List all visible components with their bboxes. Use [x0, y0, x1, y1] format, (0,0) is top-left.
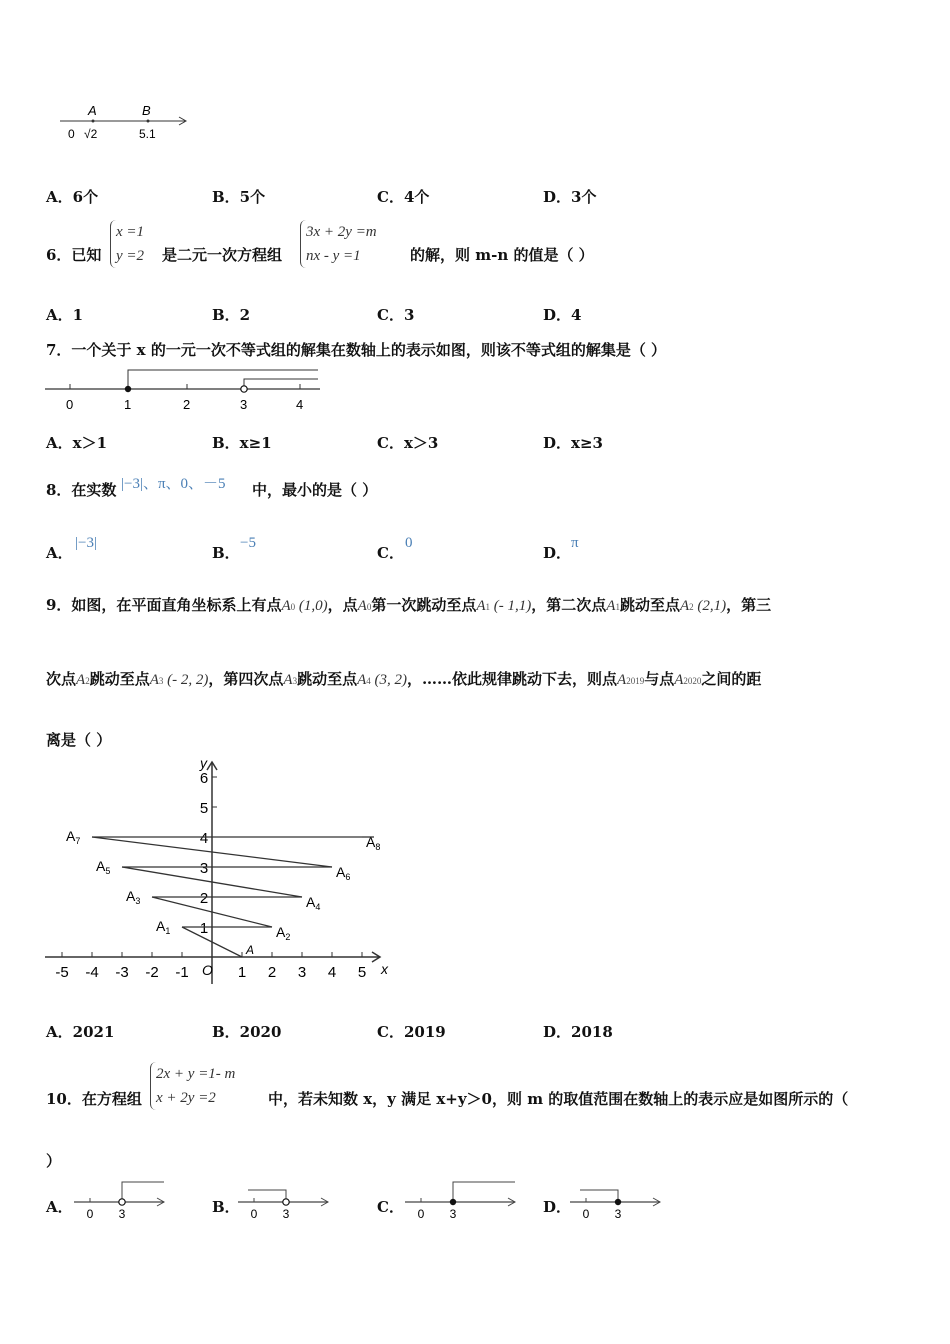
q9-a2-coord: (2,1) — [697, 598, 727, 614]
q5-label-a: A — [88, 103, 97, 118]
q10-option-a-line — [72, 1178, 172, 1223]
q8-option-c-label: C． — [377, 544, 404, 562]
q10-tick-label: 0 — [250, 1207, 258, 1221]
q10-option-b-line — [236, 1178, 336, 1223]
q9-line1-b: ，点 — [327, 596, 358, 614]
q10-suffix: 中，若未知数 x，y 满足 x+y＞0，则 m 的取值范围在数轴上的表示应是如图所示的（ — [268, 1090, 849, 1108]
q9-line1-a: 9．如图，在平面直角坐标系上有点 — [46, 596, 282, 614]
q7-tick-4: 4 — [296, 397, 304, 412]
q8-prefix: 8．在实数 — [46, 481, 117, 499]
q9-point-label: $A_5$ — [96, 858, 111, 876]
q9-point-label: $A_7$ — [66, 828, 81, 846]
q9-point-a3: A3 (- 2, 2) — [149, 672, 209, 688]
q6-option-d: D．4 — [543, 306, 582, 324]
q6-sys1-line1: x =1 — [116, 224, 145, 240]
q9-option-b: B．2020 — [212, 1023, 282, 1041]
q9-point-a2: A2 (2,1) — [679, 598, 727, 614]
q6-option-b: B．2 — [212, 306, 251, 324]
q5-number-line — [55, 100, 195, 145]
q5-option-d: D．3个 — [543, 188, 597, 206]
q6-prefix: 6．已知 — [46, 246, 102, 264]
q9-point-a2019: A2019 — [617, 672, 645, 688]
q6-system-solution — [110, 220, 144, 268]
q9-y-tick-label: 3 — [199, 860, 209, 877]
q9-x-tick-label: 5 — [357, 964, 367, 981]
q9-a4-coord: (3, 2) — [374, 672, 407, 688]
q10-open-dot — [283, 1199, 289, 1205]
q10-option-d-line — [568, 1178, 668, 1223]
q8-option-a-value: |−3| — [75, 535, 97, 551]
q9-point-a2020: A2020 — [674, 672, 702, 688]
q9-point-a2b: A2 — [76, 672, 90, 688]
q10-range-bracket — [453, 1182, 515, 1202]
q7-option-b: B．x≥1 — [212, 434, 272, 452]
q5-tick-51: 5.1 — [139, 127, 156, 141]
q9-point-a1: A1 (- 1,1) — [476, 598, 532, 614]
q7-number-line — [40, 365, 330, 415]
q7-tick-0: 0 — [66, 397, 74, 412]
q8-option-c-value: 0 — [405, 535, 413, 551]
q9-x-tick-label: 2 — [267, 964, 277, 981]
q10-option-c-label: C． — [377, 1198, 404, 1216]
q9-point-label: A — [246, 943, 255, 957]
q9-point-label: $A_6$ — [336, 864, 351, 882]
q9-point-label: $A_1$ — [156, 918, 171, 936]
q10-tick-label: 3 — [282, 1207, 290, 1221]
q10-tick-label: 3 — [118, 1207, 126, 1221]
q7-option-d: D．x≥3 — [543, 434, 603, 452]
q10-tick-label: 3 — [614, 1207, 622, 1221]
q6-system-equations — [300, 220, 377, 268]
q9-line1-e: 跳动至点 — [619, 596, 680, 614]
q9-origin-label: O — [202, 962, 213, 978]
q6-option-c: C．3 — [377, 306, 415, 324]
q9-y-tick-label: 2 — [199, 890, 209, 907]
q9-point-a0b: A0 — [357, 598, 372, 614]
q10-option-b-label: B． — [212, 1198, 240, 1216]
q9-line2-e: ，……依此规律跳动下去，则点 — [407, 670, 618, 688]
q7-tick-1: 1 — [124, 397, 132, 412]
q9-point-label: $A_8$ — [366, 834, 381, 852]
q9-coordinate-figure — [40, 752, 400, 987]
q9-a1-coord: (- 1,1) — [493, 598, 532, 614]
q5-option-b: B．5个 — [212, 188, 266, 206]
q9-point-label: $A_4$ — [306, 894, 321, 912]
q9-x-tick-label: -4 — [85, 964, 99, 981]
q9-y-axis-label: y — [200, 755, 207, 771]
q6-suffix: 的解，则 m-n 的值是（ ） — [410, 246, 594, 264]
q9-line2-g: 之间的距 — [701, 670, 762, 688]
q10-range-bracket — [122, 1182, 164, 1202]
q10-solid-dot — [450, 1199, 456, 1205]
q5-tick-sqrt2: √2 — [84, 127, 98, 141]
q6-option-a: A．1 — [46, 306, 84, 324]
q9-line1-d: ，第二次点 — [531, 596, 607, 614]
q8-option-b-label: B． — [212, 544, 240, 562]
q6-sys1-line2: y =2 — [116, 248, 145, 264]
q9-line1-f: ，第三 — [726, 596, 772, 614]
q10-prefix: 10．在方程组 — [46, 1090, 142, 1108]
q10-sys-line1: 2x + y =1- m — [156, 1066, 236, 1082]
q6-sys2-line1: 3x + 2y =m — [306, 224, 377, 240]
q9-point-a0: A0 (1,0) — [281, 598, 328, 614]
q9-point-a4: A4 (3, 2) — [357, 672, 407, 688]
q9-option-c: C．2019 — [377, 1023, 446, 1041]
q9-line1 — [46, 594, 771, 615]
q9-point-a3b: A3 — [283, 672, 298, 688]
q9-line2-b: 跳动至点 — [89, 670, 150, 688]
q9-x-tick-label: -3 — [115, 964, 129, 981]
q10-system — [150, 1062, 235, 1110]
q9-x-tick-label: -5 — [55, 964, 69, 981]
q8-option-b-value: −5 — [240, 535, 256, 551]
q8-numbers: |−3|、π、0、－5 — [121, 476, 226, 492]
q5-tick-0: 0 — [68, 127, 75, 141]
q7-solid-dot — [125, 386, 131, 392]
q9-y-tick-label: 5 — [199, 800, 209, 817]
q8-option-d-value: π — [571, 535, 579, 551]
q8-option-a-label: A． — [46, 544, 73, 562]
q5-option-c: C．4个 — [377, 188, 430, 206]
q9-point-label: $A_2$ — [276, 924, 291, 942]
q9-y-tick-label: 4 — [199, 830, 209, 847]
q7-stem: 7．一个关于 x 的一元一次不等式组的解集在数轴上的表示如图，则该不等式组的解集是（ ） — [46, 341, 667, 359]
q9-x-tick-label: 1 — [237, 964, 247, 981]
q9-line1-c: 第一次跳动至点 — [371, 596, 477, 614]
q9-line2-d: 跳动至点 — [297, 670, 358, 688]
q9-line3: 离是（ ） — [46, 731, 112, 749]
q9-point-a1b: A1 — [606, 598, 620, 614]
q9-a3-coord: (- 2, 2) — [167, 672, 209, 688]
q9-x-tick-label: 4 — [327, 964, 337, 981]
q6-middle: 是二元一次方程组 — [162, 246, 283, 264]
q10-sys-line2: x + 2y =2 — [156, 1090, 216, 1106]
q9-line2-c: ，第四次点 — [208, 670, 284, 688]
q9-line2-f: 与点 — [644, 670, 675, 688]
q10-tick-label: 0 — [582, 1207, 590, 1221]
q7-tick-2: 2 — [183, 397, 191, 412]
q9-y-tick-label: 1 — [199, 920, 209, 937]
q10-line2: ） — [46, 1152, 62, 1170]
q10-tick-label: 0 — [86, 1207, 94, 1221]
q10-option-a-label: A． — [46, 1198, 73, 1216]
q5-option-a: A．6个 — [46, 188, 99, 206]
q7-tick-3: 3 — [240, 397, 248, 412]
q10-tick-label: 3 — [449, 1207, 457, 1221]
q9-x-tick-label: 3 — [297, 964, 307, 981]
q10-option-d-label: D． — [543, 1198, 572, 1216]
q10-solid-dot — [615, 1199, 621, 1205]
q9-x-tick-label: -2 — [145, 964, 159, 981]
q9-x-axis-label: x — [381, 961, 388, 977]
q8-option-d-label: D． — [543, 544, 572, 562]
q7-option-c: C．x＞3 — [377, 434, 439, 452]
q5-label-b: B — [142, 103, 151, 118]
q7-option-a: A．x＞1 — [46, 434, 108, 452]
q9-line2 — [46, 668, 761, 689]
q10-open-dot — [119, 1199, 125, 1205]
q7-open-dot — [241, 386, 247, 392]
q10-tick-label: 0 — [417, 1207, 425, 1221]
q10-option-c-line — [403, 1178, 523, 1223]
q9-x-tick-label: -1 — [175, 964, 189, 981]
q6-sys2-line2: nx - y =1 — [306, 248, 361, 264]
q9-point-label: $A_3$ — [126, 888, 141, 906]
q9-line2-a: 次点 — [46, 670, 77, 688]
q9-option-d: D．2018 — [543, 1023, 613, 1041]
q9-a0-coord: (1,0) — [298, 598, 328, 614]
q9-option-a: A．2021 — [46, 1023, 115, 1041]
q8-suffix: 中，最小的是（ ） — [252, 481, 378, 499]
q9-y-tick-label: 6 — [199, 770, 209, 787]
